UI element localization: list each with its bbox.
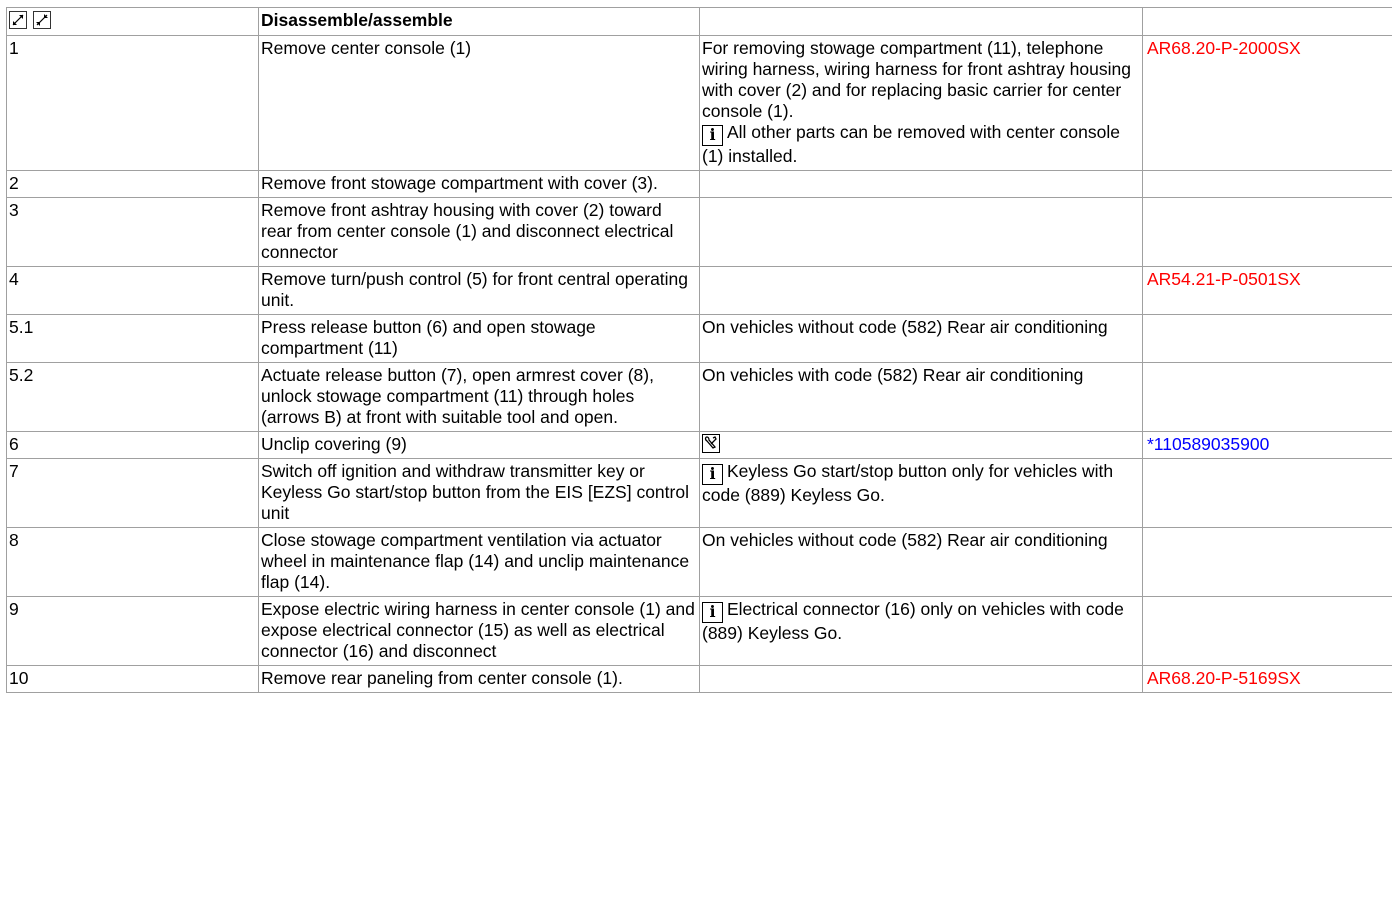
step-note [700,459,1143,528]
table-row [7,528,1392,597]
step-note: On vehicles without code (582) Rear air conditioning [700,315,1143,363]
ref-cell [1143,432,1392,459]
step-number: 5.2 [7,363,259,432]
step-action: Expose electric wiring harness in center console (1) and expose electrical connector (15) as well as electrical connector (16) and disconnect [259,597,700,666]
ref-cell [1143,171,1392,198]
ref-cell [1143,267,1392,315]
step-number: 2 [7,171,259,198]
tool-link[interactable]: *110589035900 [1147,434,1270,454]
note-info-text: Keyless Go start/stop button only for vehicles with code (889) Keyless Go. [702,461,1114,505]
step-note [700,597,1143,666]
step-action: Press release button (6) and open stowage compartment (11) [259,315,700,363]
table-row [7,597,1392,666]
table-row [7,198,1392,267]
special-tool-icon [702,434,720,453]
expand-arrows-icon[interactable] [9,11,27,29]
step-action: Actuate release button (7), open armrest cover (8), unlock stowage compartment (11) through holes (arrows B) at front with suitable tool and open. [259,363,700,432]
step-number: 10 [7,666,259,693]
table-row [7,171,1392,198]
info-icon: i [702,602,723,623]
note-text: For removing stowage compartment (11), telephone wiring harness, wiring harness for front ashtray housing with cover (2) and for replacing basic carrier for center console (1). [702,38,1131,121]
view-toggle-cell [7,8,259,36]
step-note [700,36,1143,171]
step-number: 6 [7,432,259,459]
step-note [700,432,1143,459]
procedure-table [6,7,1392,693]
info-icon: i [702,125,723,146]
step-action: Switch off ignition and withdraw transmitter key or Keyless Go start/stop button from the EIS [EZS] control unit [259,459,700,528]
step-note [700,267,1143,315]
table-row [7,459,1392,528]
ar-link[interactable]: AR68.20-P-2000SX [1147,38,1301,58]
ref-cell [1143,666,1392,693]
step-number: 1 [7,36,259,171]
ref-cell [1143,363,1392,432]
step-action: Remove front ashtray housing with cover (2) toward rear from center console (1) and disconnect electrical connector [259,198,700,267]
table-row [7,432,1392,459]
step-number: 9 [7,597,259,666]
ref-cell [1143,528,1392,597]
header-empty-cell [1143,8,1392,36]
page-title: Disassemble/assemble [259,8,700,36]
step-action: Remove rear paneling from center console (1). [259,666,700,693]
table-row [7,267,1392,315]
ref-cell [1143,198,1392,267]
collapse-arrows-icon[interactable] [33,11,51,29]
ar-link[interactable]: AR68.20-P-5169SX [1147,668,1301,688]
step-action: Close stowage compartment ventilation via actuator wheel in maintenance flap (14) and unclip maintenance flap (14). [259,528,700,597]
info-icon: i [702,464,723,485]
step-note [700,666,1143,693]
step-note: On vehicles with code (582) Rear air conditioning [700,363,1143,432]
step-action: Remove center console (1) [259,36,700,171]
ar-link[interactable]: AR54.21-P-0501SX [1147,269,1301,289]
step-number: 7 [7,459,259,528]
ref-cell [1143,597,1392,666]
step-note [700,198,1143,267]
header-empty-cell [700,8,1143,36]
step-number: 3 [7,198,259,267]
step-action: Unclip covering (9) [259,432,700,459]
step-action: Remove front stowage compartment with cover (3). [259,171,700,198]
ref-cell [1143,36,1392,171]
step-action: Remove turn/push control (5) for front central operating unit. [259,267,700,315]
step-number: 4 [7,267,259,315]
step-number: 8 [7,528,259,597]
table-row [7,315,1392,363]
table-row [7,36,1392,171]
note-info-text: All other parts can be removed with center console (1) installed. [702,122,1120,166]
step-number: 5.1 [7,315,259,363]
step-note [700,171,1143,198]
ref-cell [1143,459,1392,528]
step-note: On vehicles without code (582) Rear air conditioning [700,528,1143,597]
table-row [7,363,1392,432]
note-info-text: Electrical connector (16) only on vehicles with code (889) Keyless Go. [702,599,1124,643]
table-header-row [7,8,1392,36]
table-row [7,666,1392,693]
ref-cell [1143,315,1392,363]
